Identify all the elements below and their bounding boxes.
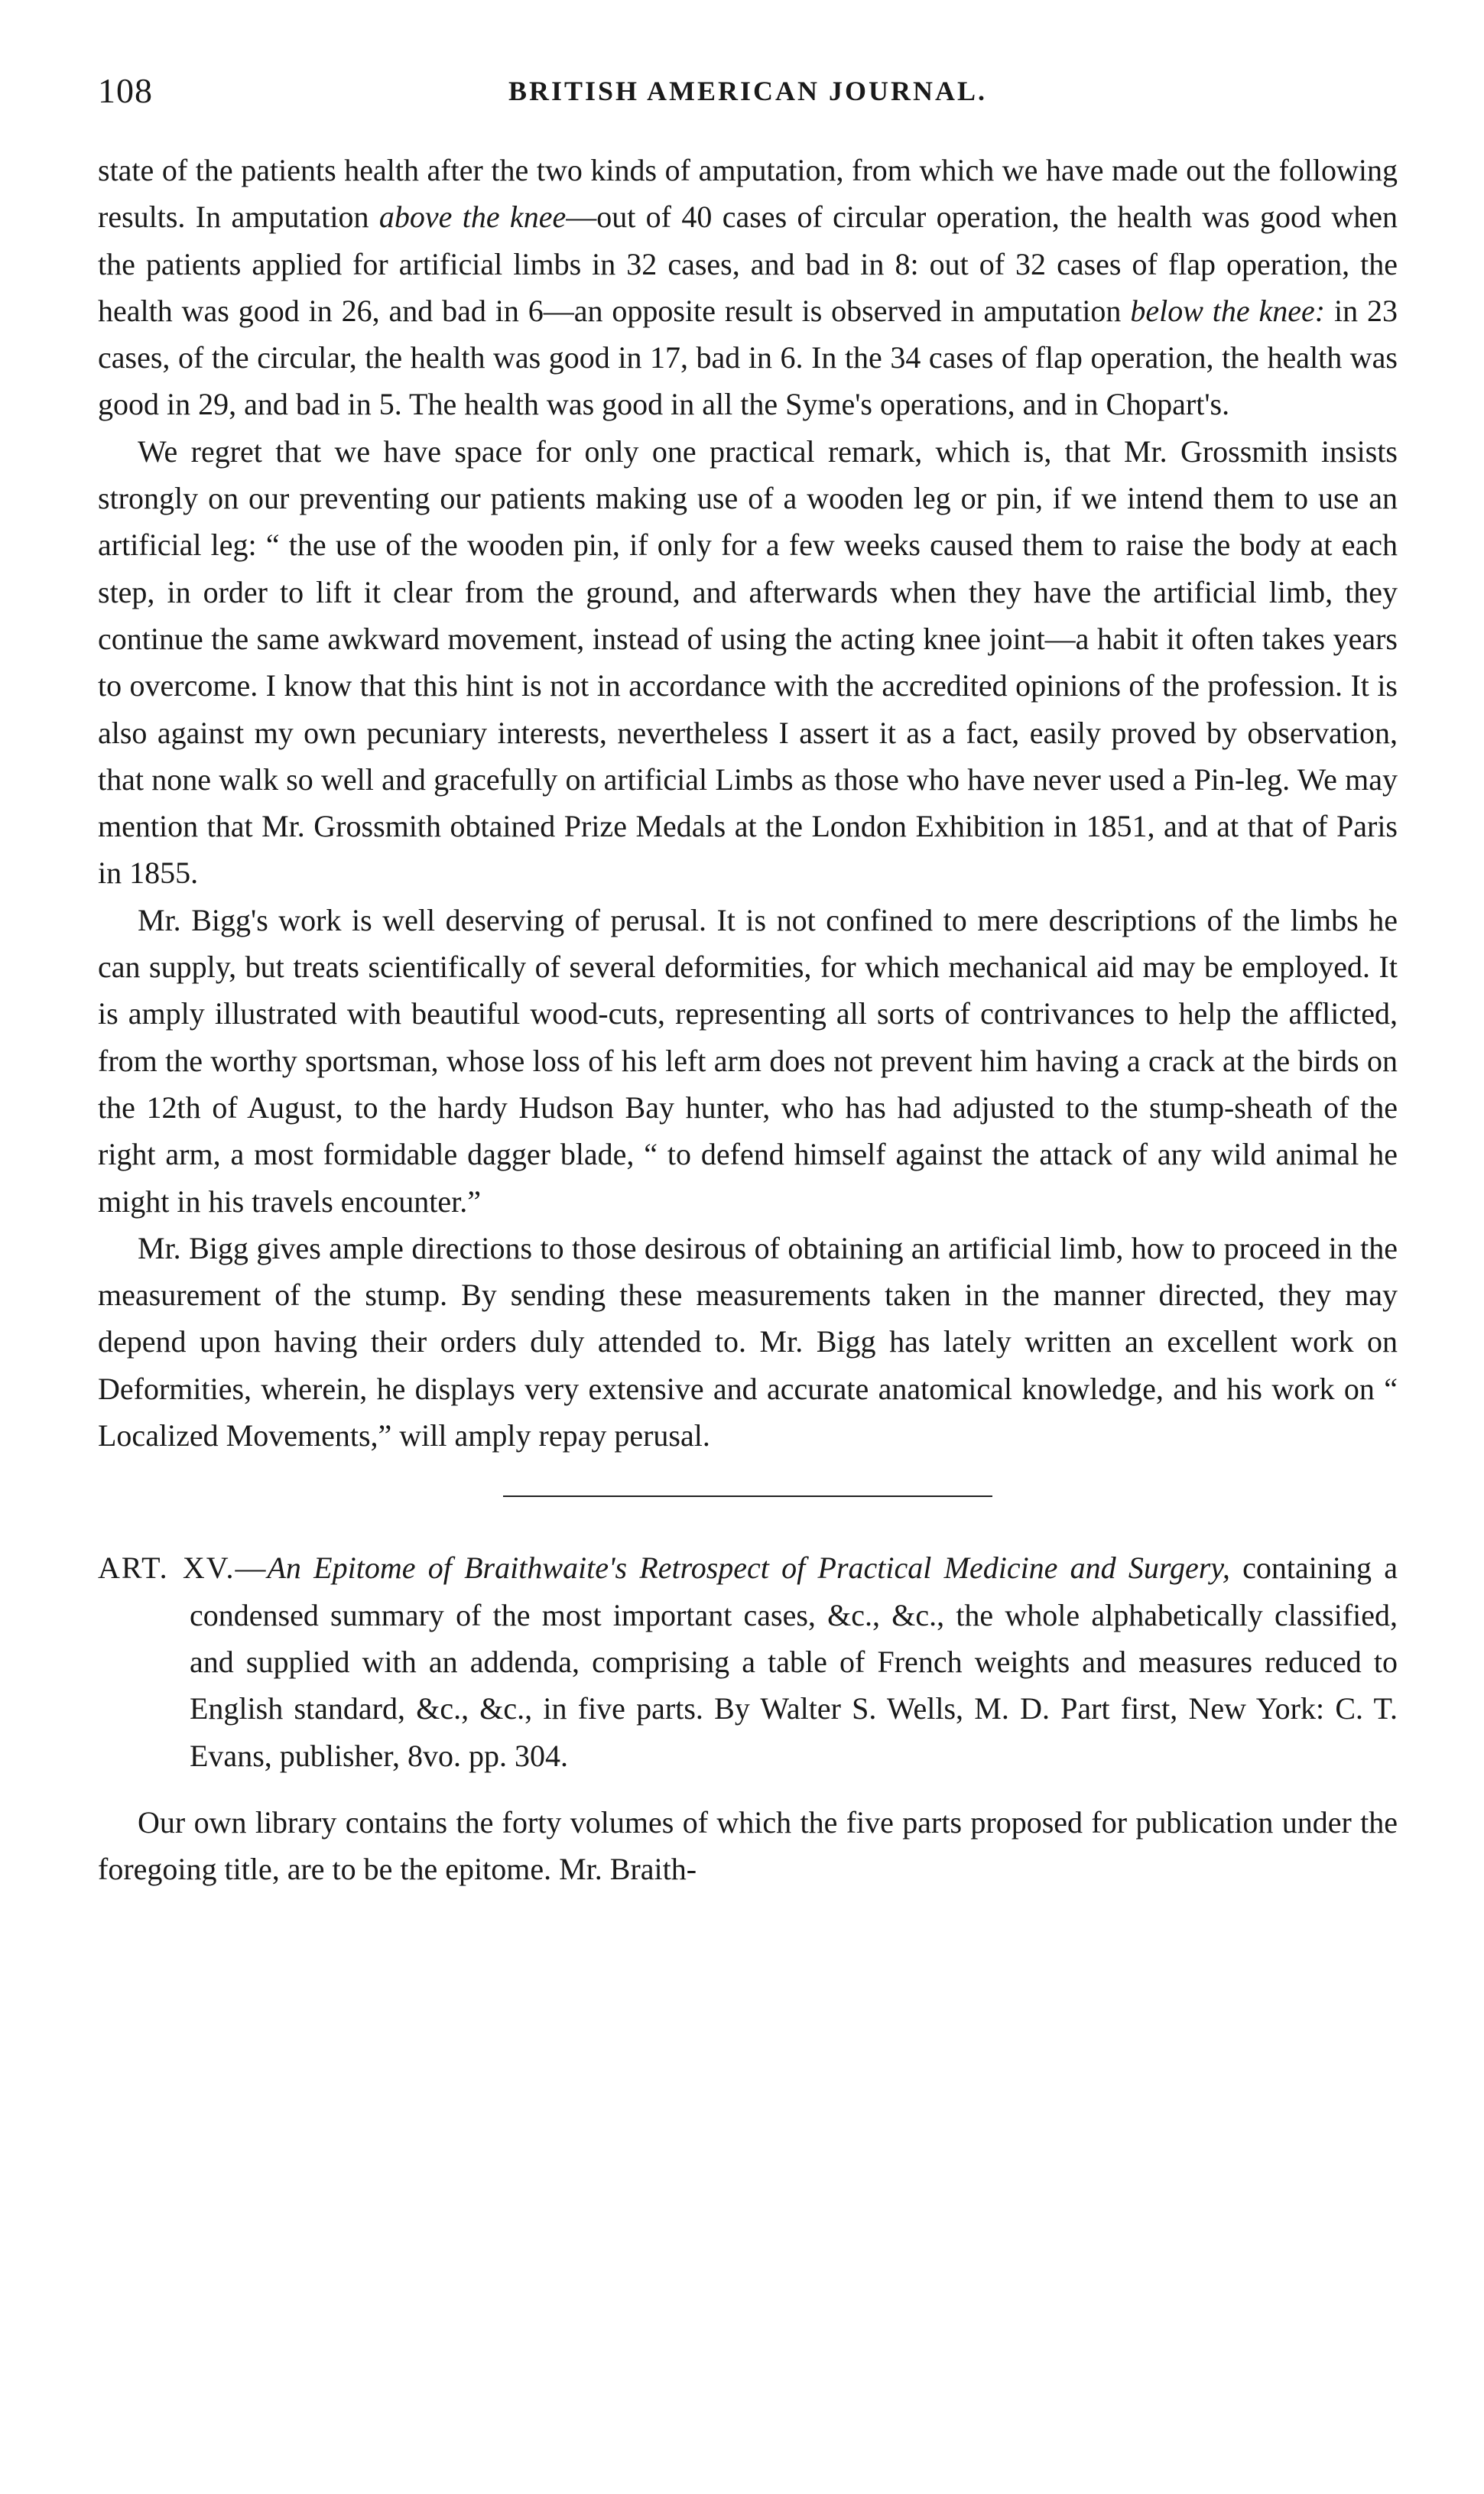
running-title: BRITISH AMERICAN JOURNAL.	[508, 76, 988, 106]
page-header	[98, 70, 1398, 132]
article-label: ART. XV.—	[98, 1551, 268, 1586]
page-number: 108	[98, 71, 153, 110]
article-citation	[98, 1544, 1398, 1778]
section-divider	[503, 1495, 992, 1497]
article-title: An Epitome of Braithwaite's Retrospect of Practical Medicine and Surgery,	[267, 1551, 1230, 1586]
paragraph-text: in 23 cases, of the circular, the health was good in 17, bad in 6. In the 34 cases of flap operation, the health was good in 29, and bad in 5. The health was good in all the Syme's operations, and in Chopart's.	[98, 293, 1398, 422]
paragraph-text: state of the patients health after the two kinds of amputation, from which we have made out the following results. In amputation	[98, 153, 1398, 235]
paragraph-bigg-directions: Mr. Bigg gives ample directions to those desirous of obtaining an artificial limb, how to proceed in the measurement of the stump. By sending these measurements taken in the manner directed, they may depend upon having their orders duly attended to. Mr. Bigg has lately written an excellent work on Deformities, wherein, he displays very extensive and accurate anatomical knowledge, and his work on “ Localized Movements,” will amply repay perusal.	[98, 1230, 1398, 1453]
body-text	[98, 147, 1398, 1892]
paragraph-bigg-work: Mr. Bigg's work is well deserving of perusal. It is not confined to mere descriptions of the limbs he can supply, but treats scientifically of several deformities, for which mechanical aid may be employed. It is amply illustrated with beautiful wood-cuts, representing all sorts of contrivances to help the afflicted, from the worthy sportsman, whose loss of his left arm does not prevent him having a crack at the birds on the 12th of August, to the hardy Hudson Bay hunter, who has had adjusted to the stump-sheath of the right arm, a most formidable dagger blade, “ to defend himself against the attack of any wild animal he might in his travels encounter.”	[98, 902, 1398, 1219]
journal-page	[98, 70, 1398, 1887]
italic-phrase: above the knee	[378, 200, 567, 235]
italic-phrase: below the knee:	[1130, 293, 1326, 328]
paragraph-library-epitome: Our own library contains the forty volumes of which the five parts proposed for publication under the foregoing title, are to be the epitome. Mr. Braith-	[98, 1804, 1398, 1887]
paragraph-text: —out of 40 cases of circular operation, the health was good when the patients applied for artificial limbs in 32 cases, and bad in 8: out of 32 cases of flap operation, the health was good in 26, and bad in 6—an opposite result is observed in amputation	[98, 200, 1398, 328]
paragraph-grossmith-remark: We regret that we have space for only one practical remark, which is, that Mr. Grossmith insists strongly on our preventing our patients making use of a wooden leg or pin, if we intend them to use an artificial leg: “ the use of the wooden pin, if only for a few weeks caused them to raise the body at each step, in order to lift it clear from the ground, and afterwards when they have the artificial limb, they continue the same awkward movement, instead of using the acting knee joint—a habit it often takes years to overcome. I know that this hint is not in accordance with the accredited opinions of the profession. It is also against my own pecuniary interests, nevertheless I assert it as a fact, easily proved by observation, that none walk so well and gracefully on artificial Limbs as those who have never used a Pin-leg. We may mention that Mr. Grossmith obtained Prize Medals at the London Exhibition in 1851, and at that of Paris in 1855.	[98, 434, 1398, 891]
paragraph-amputation-results	[98, 147, 1398, 428]
article-description: containing a condensed summary of the most important cases, &c., &c., the whole alphabetically classified, and supplied with an addenda, comprising a table of French weights and measures reduced to English standard, &c., &c., in five parts. By Walter S. Wells, M. D. Part first, New York: C. T. Evans, publisher, 8vo. pp. 304.	[190, 1551, 1398, 1773]
